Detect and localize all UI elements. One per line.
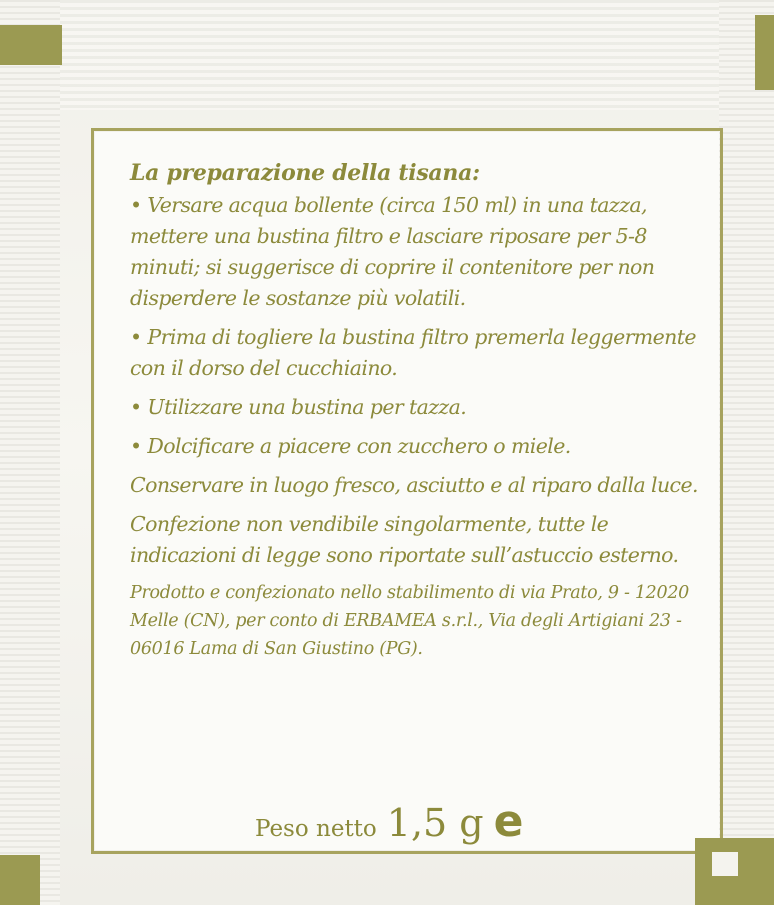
- estimated-sign-icon: e: [493, 796, 524, 847]
- instruction-text: Versare acqua bollente (circa 150 ml) in una tazza, mettere una bustina filtro e lasciare riposare per 5-8 minuti; si suggerisce di coprire il contenitore per non disperdere le sostanze più volatili.: [130, 193, 655, 310]
- instruction-text: Utilizzare una bustina per tazza.: [147, 395, 467, 419]
- green-band-bottom-left: [0, 855, 40, 905]
- watermark-tag-hole: [712, 852, 738, 876]
- crimped-left-edge: [0, 0, 60, 905]
- instruction-1: [130, 190, 710, 314]
- green-band-top-left: [0, 25, 62, 65]
- net-weight-label: Peso netto: [255, 816, 377, 842]
- producer-info: Prodotto e confezionato nello stabilimento di via Prato, 9 - 12020 Melle (CN), per conto di ERBAMEA s.r.l., Via degli Artigiani 23 - 06016 Lama di San Giustino (PG).: [130, 583, 689, 659]
- instruction-2: [130, 322, 710, 384]
- crimped-top-edge: [0, 0, 774, 110]
- instruction-4: [130, 431, 710, 462]
- bullet-icon: •: [130, 193, 142, 217]
- preparation-heading: La preparazione della tisana:: [130, 160, 480, 186]
- bullet-icon: •: [130, 395, 142, 419]
- net-weight: [255, 796, 524, 847]
- sale-notice: Confezione non vendibile singolarmente, tutte le indicazioni di legge sono riportate sull’astuccio esterno.: [130, 512, 679, 567]
- instruction-3: [130, 392, 710, 423]
- label-text: [130, 160, 710, 663]
- storage-note: Conservare in luogo fresco, asciutto e al riparo dalla luce.: [130, 473, 698, 497]
- crimped-right-edge: [719, 0, 774, 905]
- green-band-top-right: [755, 15, 774, 90]
- instruction-text: Dolcificare a piacere con zucchero o miele.: [147, 434, 571, 458]
- instruction-text: Prima di togliere la bustina filtro premerla leggermente con il dorso del cucchiaino.: [130, 325, 696, 380]
- bullet-icon: •: [130, 325, 142, 349]
- net-weight-value: 1,5 g: [386, 801, 484, 845]
- bullet-icon: •: [130, 434, 142, 458]
